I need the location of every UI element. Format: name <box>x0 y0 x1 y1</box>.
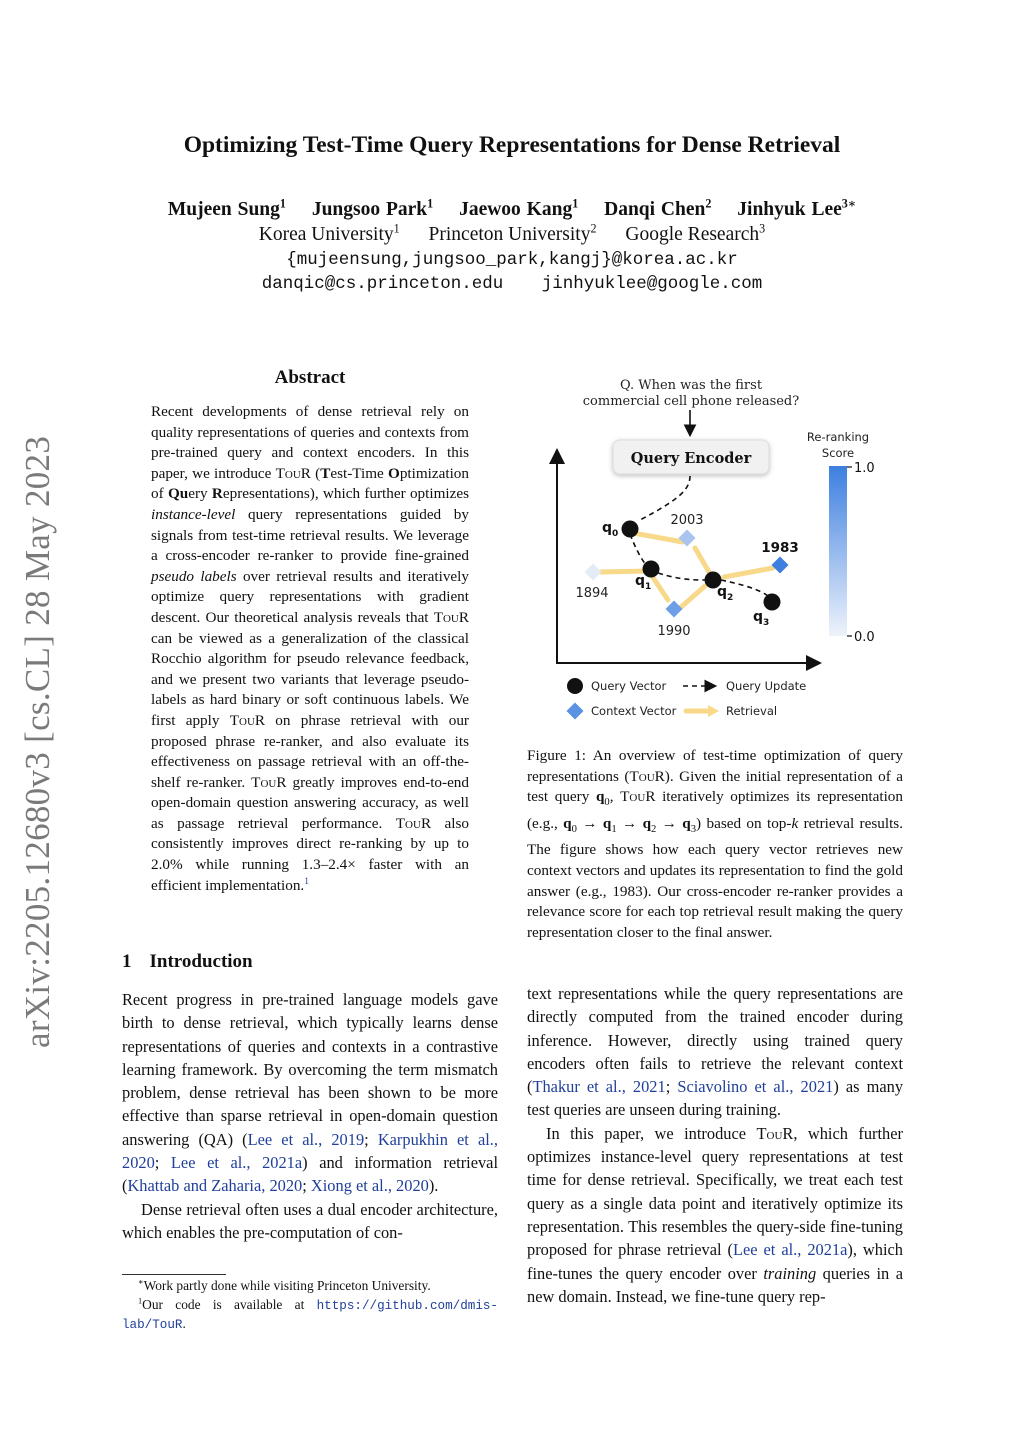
code-url-link[interactable]: https://github.com/dmis-lab/TouR <box>122 1298 498 1332</box>
query-label-q0: $q_0$ <box>602 520 619 539</box>
rerank-score-colorbar <box>829 466 847 636</box>
context-label-2003: 2003 <box>670 513 704 528</box>
paragraph: text representations while the query representations are directly computed from the trained encoder during inference. However, directly using trained query encoders often fails to retrieve the relevant context (Thakur et al., 2021; Sciavolino et al., 2021) as many test queries are unseen during training. <box>527 984 904 1120</box>
legend-query-vector-marker <box>567 678 583 694</box>
citation-link[interactable]: Xiong et al., 2020 <box>310 1176 429 1196</box>
author: Jaewoo Kang$^1$ <box>459 196 579 220</box>
legend-context-vector-label: Context Vector <box>591 704 677 718</box>
query-encoder-label: Query Encoder <box>630 450 752 467</box>
citation-link[interactable]: Lee et al., 2019 <box>247 1129 365 1149</box>
query-vector-q1 <box>643 561 660 578</box>
context-label-1894: 1894 <box>575 586 609 601</box>
query-update-arrow <box>630 534 646 565</box>
figure-1-caption: Figure 1: An overview of test-time optimization of query representations (TouR). Given the initial representation of a test query $q_0$, TouR iteratively optimizes its representation (e.g., $q_0 \to q_1 \to q_2 \to q_3$) based on top-k retrieval results. The figure shows how each query vector retrieves new context vectors and updates its representation to find the gold answer (e.g., 1983). Our cross-encoder re-ranker provides a relevance score for each top retrieval result making the query representation closer to the final answer. <box>527 747 904 941</box>
affiliation: Korea University$^1$ <box>258 221 400 245</box>
author-emails-other <box>0 274 1024 294</box>
scale-title-line2: Score <box>821 446 855 460</box>
introduction-left-column <box>122 988 498 1244</box>
citation-link[interactable]: Karpukhin et al., 2020 <box>122 1129 498 1173</box>
introduction-right-column <box>527 982 903 1308</box>
citation-link[interactable]: Khattab and Zaharia, 2020 <box>127 1176 303 1196</box>
scale-max-label: 1.0 <box>854 461 875 476</box>
query-vector-q0 <box>622 521 639 538</box>
query-label-q3: $q_3$ <box>753 609 770 628</box>
paragraph: Dense retrieval often uses a dual encoder architecture, which enables the pre-computation of con- <box>122 1199 498 1242</box>
retrieval-arrow <box>724 568 773 577</box>
paragraph: Recent progress in pre-trained language models gave birth to dense retrieval, which typically learns dense representations of queries and contexts in a contrastive learning framework. By overcoming the term mismatch problem, dense retrieval has been shown to be more effective than sparse retrieval in open-domain question answering (QA) (Lee et al., 2019; Karpukhin et al., 2020; Lee et al., 2021a) and information retrieval (Khattab and Zaharia, 2020; Xiong et al., 2020). <box>122 990 499 1196</box>
paragraph: In this paper, we introduce TouR, which further optimizes instance-level query representations at test time for dense retrieval. Specifically, we treat each test query as a single data point and iteratively optimize its representation. This resembles the query-side fine-tuning proposed for phrase retrieval (Lee et al., 2021a), which fine-tunes the query encoder over training queries in a new domain. Instead, we fine-tune query rep- <box>527 1123 903 1306</box>
footnote: $^1$Our code is available at https://github.com/dmis-lab/TouR. <box>122 1296 498 1332</box>
legend-retrieval-arrowhead <box>708 705 719 717</box>
footnote-rule <box>122 1274 226 1275</box>
author-list <box>0 196 1024 221</box>
legend-context-vector-marker <box>567 703 584 720</box>
figure-question-line2: commercial cell phone released? <box>582 394 800 409</box>
retrieval-arrow <box>695 548 709 572</box>
context-vector-1990 <box>666 601 683 618</box>
affiliation: Google Research$^3$ <box>625 221 766 245</box>
scale-min-label: 0.0 <box>854 630 875 645</box>
citation-link[interactable]: Thakur et al., 2021 <box>532 1077 666 1097</box>
footnote: ∗Work partly done while visiting Princeton University. <box>138 1277 431 1293</box>
affiliation: Princeton University$^2$ <box>428 221 597 245</box>
author: Danqi Chen$^2$ <box>604 196 712 220</box>
section-heading-introduction: 1 Introduction <box>122 951 253 972</box>
query-update-arrow <box>658 573 705 580</box>
citation-link[interactable]: Sciavolino et al., 2021 <box>677 1077 834 1097</box>
affiliation-list <box>0 221 1024 246</box>
footnote-link[interactable]: 1 <box>304 876 309 887</box>
citation-link[interactable]: Lee et al., 2021a <box>732 1240 848 1260</box>
query-label-q2: $q_2$ <box>717 584 734 603</box>
context-vector-1894 <box>585 564 602 581</box>
arxiv-stamp: arXiv:2205.12680v3 [cs.CL] 28 May 2023 <box>18 435 57 1048</box>
context-label-1990: 1990 <box>657 624 691 639</box>
context-vector-1983 <box>772 557 789 574</box>
legend-retrieval-label: Retrieval <box>726 704 778 718</box>
email-jinhyuk: jinhyuklee@google.com <box>541 274 763 294</box>
figure-question-line1: Q. When was the first <box>619 378 763 393</box>
retrieval-arrow <box>600 571 650 572</box>
retrieval-arrow <box>680 586 705 608</box>
query-label-q1: $q_1$ <box>635 573 652 592</box>
author: Jungsoo Park$^1$ <box>311 196 434 220</box>
email-danqi: danqic@cs.princeton.edu <box>261 274 504 294</box>
footnotes <box>122 1277 498 1335</box>
abstract-heading: Abstract <box>274 367 346 388</box>
legend-query-update-label: Query Update <box>726 679 807 693</box>
author: Mujeen Sung$^1$ <box>167 196 286 220</box>
author-emails-korea: {mujeensung,jungsoo_park,kangj}@korea.ac.kr <box>286 250 738 270</box>
author: Jinhyuk Lee$^{3∗}$ <box>737 196 857 220</box>
citation-link[interactable]: Lee et al., 2021a <box>170 1153 303 1173</box>
legend-query-vector-label: Query Vector <box>591 679 667 693</box>
figure-1 <box>540 372 910 732</box>
query-vector-q3 <box>764 594 781 611</box>
context-label-1983: 1983 <box>761 540 799 556</box>
scale-title-line1: Re-ranking <box>806 430 870 444</box>
retrieval-arrow <box>652 576 668 600</box>
abstract-body: Recent developments of dense retrieval rely on quality representations of queries and contexts from pre-trained query and context encoders. In this paper, we introduce TouR (Test-Time Optimization of Query Representations), which further optimizes instance-level query representations guided by signals from test-time retrieval results. We leverage a cross-encoder re-ranker to provide fine-grained pseudo labels over retrieval results and iteratively optimize query representations with gradient descent. Our theoretical analysis reveals that TouR can be viewed as a generalization of the classical Rocchio algorithm for pseudo relevance feedback, and we present two variants that leverage pseudo-labels as hard binary or soft continuous labels. We first apply TouR on phrase retrieval with our proposed phrase re-ranker, and also evaluate its effectiveness on passage retrieval with an off-the-shelf re-ranker. TouR greatly improves end-to-end open-domain question answering accuracy, as well as passage retrieval performance. TouR also consistently improves direct re-ranking by up to 2.0% while running 1.3–2.4× faster with an efficient implementation.$^1$ <box>151 403 469 894</box>
paper-title: Optimizing Test-Time Query Representations for Dense Retrieval <box>183 132 841 158</box>
